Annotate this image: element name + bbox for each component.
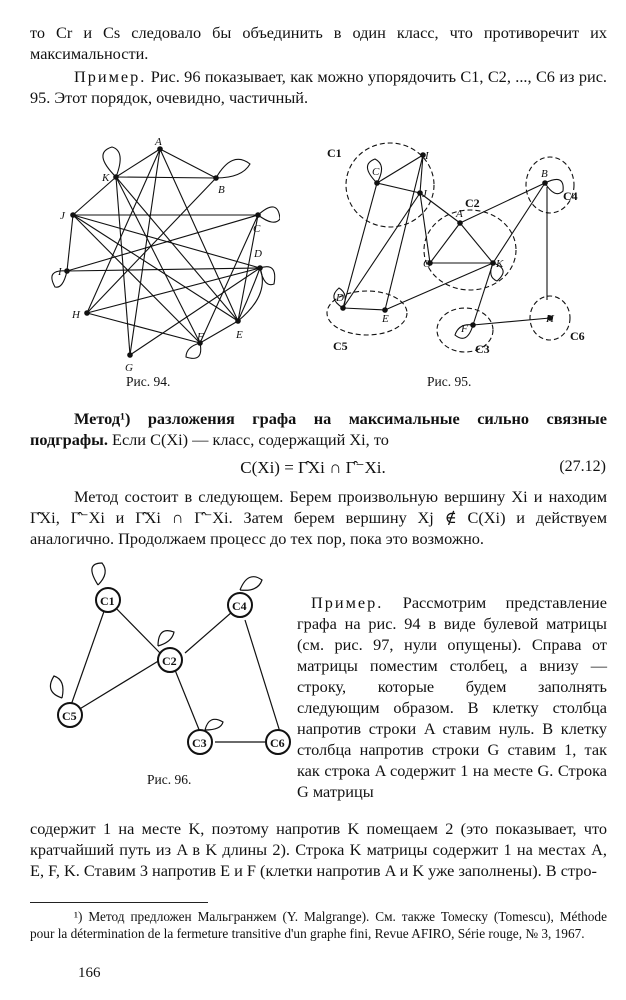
svg-text:G: G — [125, 362, 133, 374]
svg-text:E: E — [236, 329, 243, 341]
figure-95-caption: Рис. 95. — [427, 374, 472, 389]
svg-text:C5: C5 — [333, 339, 348, 353]
svg-text:D: D — [336, 292, 344, 304]
svg-text:C4: C4 — [232, 599, 247, 613]
svg-text:I: I — [425, 150, 429, 162]
svg-text:B: B — [218, 184, 225, 196]
svg-text:J: J — [60, 210, 65, 222]
paragraph-top: то Cr и Cs следовало бы объединить в один класс, что противоречит их максимальности. — [30, 23, 607, 63]
svg-text:C1: C1 — [327, 146, 342, 160]
svg-text:H: H — [72, 309, 80, 321]
svg-text:K: K — [496, 258, 504, 270]
figure-96-caption: Рис. 96. — [147, 772, 192, 787]
svg-text:G: G — [423, 258, 431, 270]
footnote-rule — [30, 902, 208, 903]
svg-text:I: I — [58, 266, 62, 278]
svg-text:C3: C3 — [192, 736, 207, 750]
svg-text:F: F — [197, 331, 204, 343]
figure-94-graph — [40, 135, 280, 375]
example-word-2: Пример. — [311, 593, 384, 612]
svg-text:A: A — [155, 136, 162, 148]
svg-text:C6: C6 — [270, 736, 285, 750]
example-paragraph-1 — [30, 66, 607, 108]
figure-95-graph — [325, 135, 595, 365]
svg-text:H: H — [546, 313, 554, 325]
svg-text:F: F — [461, 323, 468, 335]
svg-text:C4: C4 — [563, 189, 578, 203]
svg-text:B: B — [541, 168, 548, 180]
svg-text:C: C — [372, 166, 380, 178]
equation: C(Xi) = Γ̂Xi ∩ Γ̂⁻Xi. — [240, 458, 386, 477]
footnote: ¹) Метод предложен Мальгранжем (Y. Malgrange). См. также Томеску (Tomescu), Méthode pour la détermination de la fermeture transitive d'un graphe fini, Revue AFIRO, Série rouge, № 3, 1967. — [30, 909, 607, 941]
example-paragraph-2 — [297, 592, 607, 802]
page-number: 166 — [78, 965, 101, 981]
example-word: Пример. — [74, 67, 147, 86]
svg-text:C6: C6 — [570, 329, 585, 343]
svg-text:C2: C2 — [465, 196, 480, 210]
svg-text:J: J — [422, 188, 427, 200]
svg-text:C1: C1 — [100, 594, 115, 608]
svg-text:C2: C2 — [162, 654, 177, 668]
method-description: Метод состоит в следующем. Берем произвольную вершину Xi и находим Γ̂Xi, Γ̂⁻Xi и Γ̂Xi ∩ Γ̂⁻Xi. Затем берем вершину Xj ∉ C(Xi) и действуем аналогично. Продолжаем процесс до тех пор, пока это возможно. — [30, 487, 607, 548]
method-heading: Метод¹) разложения графа на максимальные сильно связные подграфы. — [30, 409, 607, 449]
figure-96-graph — [40, 560, 300, 760]
svg-text:C: C — [253, 223, 261, 235]
paragraph-bottom: содержит 1 на месте K, поэтому напротив K помещаем 2 (это показывает, что кратчайший путь из A в K длины 2). Строка K матрицы содержит 1 на местах A, E, F, K. Ставим 3 напротив E и F (клетки напротив A и K уже заполнены). В стро- — [30, 819, 607, 880]
svg-text:C5: C5 — [62, 709, 77, 723]
method-text: Если C(Xi) — класс, содержащий Xi, то — [107, 430, 389, 449]
svg-text:C3: C3 — [475, 342, 490, 356]
example-text-2: Рассмотрим представление графа на рис. 94 в виде булевой матрицы (см. рис. 97, нули опущены). Справа от матрицы поместим столбец, а внизу — строку, которые будем заполнять следующим образом. В клетку столбца напротив строки A ставим нуль. В клетку столбца напротив строки G ставим 1, так как строка A содержит 1 на месте G. Строка G матрицы — [297, 593, 607, 801]
example-text: Рис. 96 показывает, как можно упорядочить C1, C2, ..., C6 из рис. 95. Этот порядок, очевидно, частичный. — [30, 67, 607, 107]
figure-94-caption: Рис. 94. — [126, 374, 171, 389]
svg-text:A: A — [456, 208, 463, 220]
svg-text:D: D — [254, 248, 262, 260]
equation-number: (27.12) — [559, 458, 606, 475]
svg-text:K: K — [102, 172, 110, 184]
svg-text:E: E — [382, 313, 389, 325]
method-paragraph — [30, 408, 607, 450]
